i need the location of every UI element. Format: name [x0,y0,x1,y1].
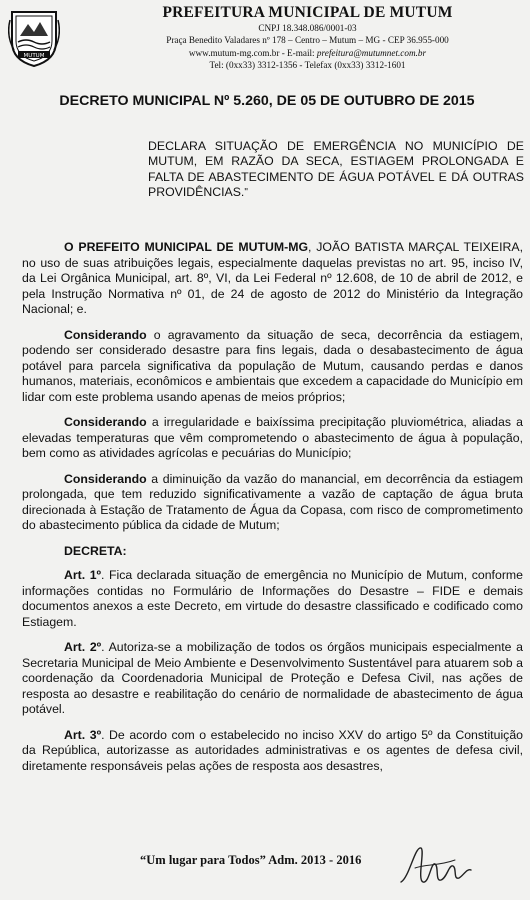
municipal-seal-icon [8,6,60,68]
considerando-text: a irregularidade e baixíssima precipitação pluviométrica, aliadas a elevadas temperaturas que vêm comprometendo o abastecimento de água à população, bem como as atividades agrícolas e pecuárias do Município; [22,415,523,460]
preamble [22,240,523,318]
decree-body [22,240,523,784]
preamble-text: , JOÃO BATISTA MARÇAL TEIXEIRA, no uso de suas atribuições legais, especialmente daquelas previstas no art. 95, inciso IV, da Lei Orgânica Municipal, art. 8º, VI, da Lei Federal nº 12.608, de 10 de abril de 2012, e pela Instrução Normativa nº 01, de 24 de agosto de 2012 do Ministério da Integração Nacional; e. [22,240,523,316]
article-lead: Art. 3º [64,727,102,742]
considerando-text: o agravamento da situação de seca, decorrência da estiagem, podendo ser considerado desastre para fins legais, dada o desabastecimento de água potável para parcela significativa da população de Mutum, causando perdas e danos humanos, materiais, econômicos e ambientais que excedem a capacidade do Município em lidar com este problema usando apenas de meios próprios; [22,327,523,404]
letterhead-email: prefeitura@mutumnet.com.br [316,47,427,58]
considerando-lead: Considerando [64,327,147,342]
letterhead-cnpj: CNPJ 18.348.086/0001-03 [258,23,357,33]
considerando-3 [22,472,523,534]
article-text: . Autoriza-se a mobilização de todos os órgãos municipais especialmente a Secretaria Municipal de Meio Ambiente e Desenvolvimento Sustentável para atuarem sob a coordenação da Coordenadoria Municipal de Proteção e Defesa Civil, nas ações de resposta ao desastre e reabilitação do cenário de normalidade de abastecimento de água potável. [22,640,523,716]
article-2 [22,640,523,718]
decree-title: DECRETO MUNICIPAL Nº 5.260, DE 05 DE OUTUBRO DE 2015 [59,93,475,109]
article-text: . Fica declarada situação de emergência no Município de Mutum, conforme informações contidas no Formulário de Informações do Desastre – FIDE e demais documentos anexos a este Decreto, em virtude do desastre classificado e codificado como Estiagem. [22,568,523,629]
considerando-text: a diminuição da vazão do manancial, em decorrência da estiagem prolongada, que tem reduzido significativamente a vazão de captação de água bruta direcionada à Estação de Tratamento de Água da Copasa, com risco de comprometimento do abastecimento pública da cidade de Mutum; [22,471,523,532]
considerando-2 [22,415,523,462]
article-1 [22,568,523,630]
letterhead-web: www.mutum-mg.com.br - E-mail: [188,47,317,58]
letterhead [90,4,525,72]
considerando-lead: Considerando [64,471,147,486]
considerando-lead: Considerando [64,415,147,429]
article-lead: Art. 1º [64,568,102,582]
ementa-text: DECLARA SITUAÇÃO DE EMERGÊNCIA NO MUNICÍPIO DE MUTUM, EM RAZÃO DA SECA, ESTIAGEM PROLONGADA E FALTA DE ABASTECIMENTO DE ÁGUA POTÁVEL E DÁ OUTRAS PROVIDÊNCIAS. [148,139,524,200]
letterhead-contact [90,47,525,59]
letterhead-phones: Tel: (0xx33) 3312-1356 - Telefax (0xx33) 3312-1601 [209,60,406,71]
article-lead: Art. 2º [64,640,102,654]
ementa-close-quote: " [244,187,248,199]
signature-icon [395,838,475,894]
considerando-1 [22,328,523,406]
decreta-heading: DECRETA: [64,543,127,558]
letterhead-org: PREFEITURA MUNICIPAL DE MUTUM [162,4,453,21]
seal-label: MUTUM [23,53,45,59]
preamble-lead: O PREFEITO MUNICIPAL DE MUTUM-MG [64,240,309,254]
article-3 [22,728,523,775]
decree-ementa [148,139,524,201]
article-text: . De acordo com o estabelecido no inciso XXV do artigo 5º da Constituição da República, autorizasse as autoridades administrativas e os agentes de defesa civil, diretamente responsáveis pelas ações de resposta aos desastres, [22,727,523,773]
letterhead-address: Praça Benedito Valadares nº 178 – Centro – Mutum – MG - CEP 36.955-000 [166,35,449,46]
footer-slogan: “Um lugar para Todos” Adm. 2013 - 2016 [140,853,362,867]
